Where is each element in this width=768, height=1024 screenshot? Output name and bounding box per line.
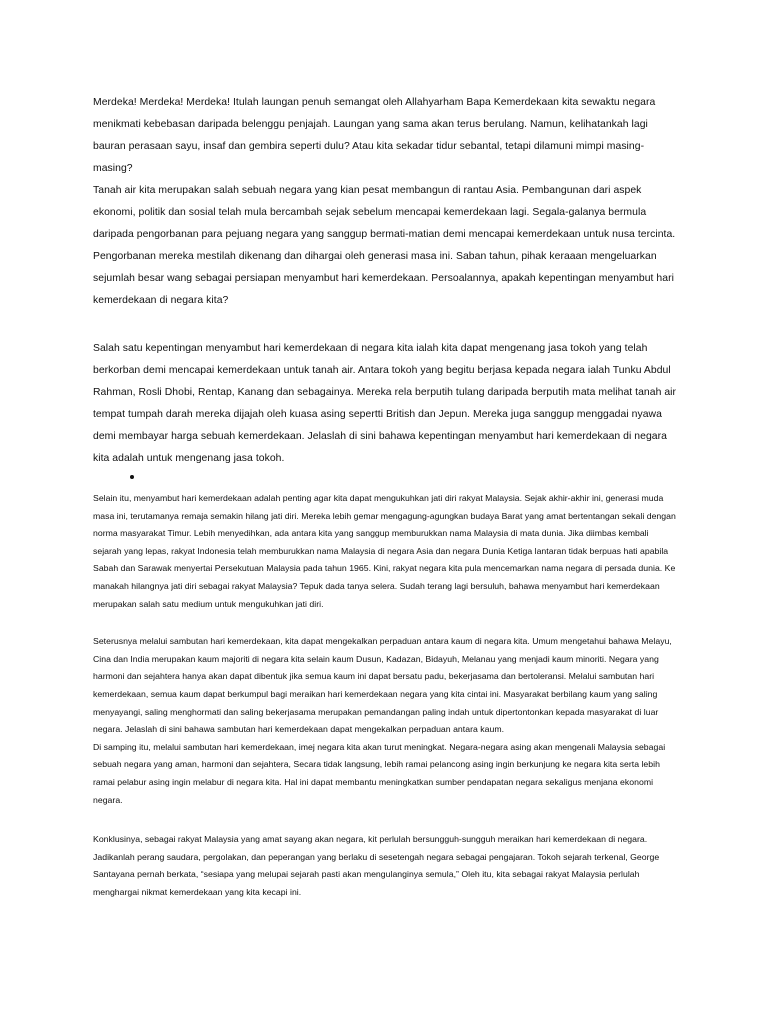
document-body <box>93 92 678 901</box>
paragraph-background: Tanah air kita merupakan salah sebuah negara yang kian pesat membangun di rantau Asia. Pembangunan dari aspek ekonomi, politik dan sosial telah mula bercambah sejak sebelum mencapai kemerdekaan lagi. Segala-galanya bermula daripada pengorbanan para pejuang negara yang sanggup bermati-matian demi mencapai kemerdekaan untuk nusa tercinta. Pengorbanan mereka mestilah dikenang dan dihargai oleh generasi masa ini. Saban tahun, pihak keraaan mengeluarkan sejumlah besar wang sebagai persiapan menyambut hari kemerdekaan. Persoalannya, apakah kepentingan menyambut hari kemerdekaan di negara kita? <box>93 185 676 306</box>
paragraph-conclusion: Konklusinya, sebagai rakyat Malaysia yang amat sayang akan negara, kit perlulah bersungguh-sungguh meraikan hari kemerdekaan di negara. Jadikanlah perang saudara, pergolakan, dan peperangan yang berlaku di sesetengah negara sebagai pengajaran. Tokoh sejarah terkenal, George Santayana pernah berkata, “sesiapa yang melupai sejarah pasti akan mengulanginya semula,” Oleh itu, kita sebagai rakyat Malaysia perlulah menghargai nikmat kemerdekaan yang kita kecapi ini. <box>93 834 660 897</box>
bullet-marker <box>93 474 678 487</box>
paragraph-point-4: Di samping itu, melalui sambutan hari kemerdekaan, imej negara kita akan turut meningkat. Negara-negara asing akan mengenali Malaysia sebagai sebuah negara yang aman, harmoni dan sejahtera, Secara tidak langsung, lebih ramai pelancong asing ingin berkunjung ke negara kita serta lebih ramai pelabur asing ingin melabur di negara kita. Hal ini dapat membantu meningkatkan sumber pendapatan negara sekaligus menjana ekonomi negara. <box>93 741 666 805</box>
paragraph-intro: Merdeka! Merdeka! Merdeka! Itulah laungan penuh semangat oleh Allahyarham Bapa Kemerdekaan kita sewaktu negara menikmati kebebasan daripada belenggu penjajah. Laungan yang sama akan terus berulang. Namun, kelihatankah lagi bauran perasaan sayu, insaf dan gembira seperti dulu? Atau kita sekadar tidur sebantal, tetapi dilamuni mimpi masing-masing? <box>93 97 656 174</box>
paragraph-point-3: Seterusnya melalui sambutan hari kemerdekaan, kita dapat mengekalkan perpaduan antara kaum di negara kita. Umum mengetahui bahawa Melayu, Cina dan India merupakan kaum majoriti di negara kita selain kaum Dusun, Kadazan, Bidayuh, Melanau yang menjadi kaum minoriti. Negara yang harmoni dan sejahtera hanya akan dapat dibentuk jika semua kaum ini dapat bersatu padu, bekerjasama dan bertoleransi. Melalui sambutan hari kemerdekaan, semua kaum dapat berkumpul bagi meraikan hari kemerdekaan negara yang kita cintai ini. Masyarakat berbilang kaum yang saling menyayangi, saling menghormati dan saling bekerjasama merupakan pemandangan paling indah untuk dipertontonkan kepada masyarakat di luar negara. Jelaslah di sini bahawa sambutan hari kemerdekaan dapat mengekalkan perpaduan antara kaum. <box>93 636 672 735</box>
paragraph-point-1: Salah satu kepentingan menyambut hari kemerdekaan di negara kita ialah kita dapat mengenang jasa tokoh yang telah berkorban demi mencapai kemerdekaan untuk tanah air. Antara tokoh yang begitu berjasa kepada negara ialah Tunku Abdul Rahman, Rosli Dhobi, Rentap, Kanang dan sebagainya. Mereka rela berputih tulang daripada berputih mata melihat tanah air tempat tumpah darah mereka dijajah oleh kuasa asing sepertti British dan Jepun. Mereka juga sanggup menggadai nyawa demi membayar harga sebuah kemerdekaan. Jelaslah di sini bahawa kepentingan menyambut hari kemerdekaan di negara kita adalah untuk mengenang jasa tokoh. <box>93 343 677 464</box>
bullet-dot-icon <box>130 475 134 479</box>
paragraph-point-2: Selain itu, menyambut hari kemerdekaan adalah penting agar kita dapat mengukuhkan jati diri rakyat Malaysia. Sejak akhir-akhir ini, generasi muda masa ini, terutamanya remaja semakin hilang jati diri. Mereka lebih gemar mengagung-agungkan budaya Barat yang amat bertentangan sekali dengan norma masyarakat Timur. Lebih menyedihkan, ada antara kita yang sanggup memburukkan nama Malaysia di mata dunia. Jika diimbas kembali sejarah yang lepas, rakyat Indonesia telah memburukkan nama Malaysia di negara Asia dan negara Dunia Ketiga lantaran tidak berpuas hati apabila Sabah dan Sarawak menyertai Persekutuan Malaysia pada tahun 1965. Kini, rakyat negara kita pula mencemarkan nama negara di persada dunia. Ke manakah hilangnya jati diri sebagai rakyat Malaysia? Tepuk dada tanya selera. Sudah terang lagi bersuluh, bahawa menyambut hari kemerdekaan merupakan salah satu medium untuk mengukuhkan jati diri. <box>93 493 676 609</box>
